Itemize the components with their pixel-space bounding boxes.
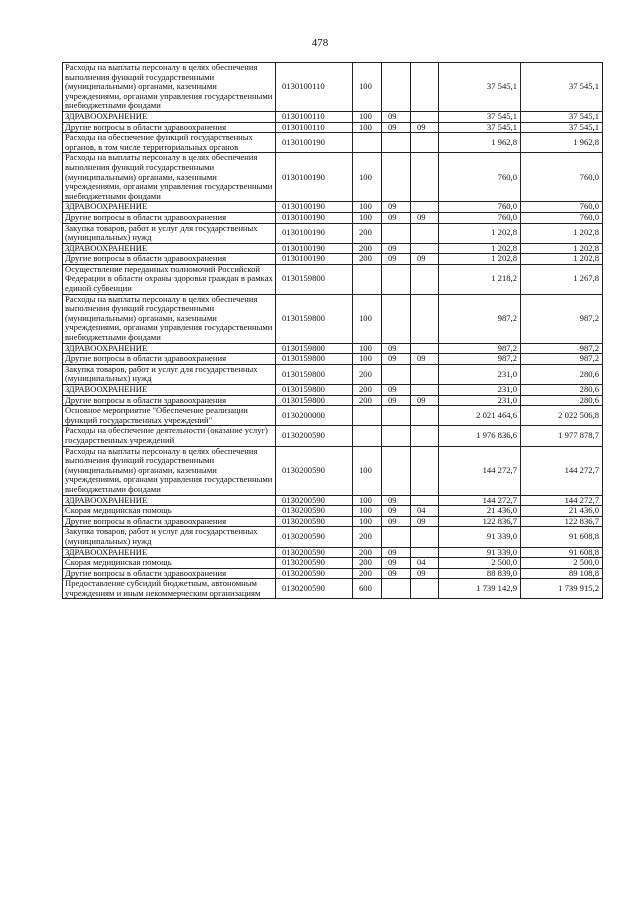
table-row — [63, 63, 603, 112]
row-amount-year2: 1 202,8 — [521, 243, 603, 254]
row-name: Другие вопросы в области здравоохранения — [63, 122, 276, 133]
row-amount-year1: 231,0 — [439, 385, 521, 396]
row-subsection — [411, 446, 439, 495]
row-target-code: 0130200590 — [276, 547, 353, 558]
row-amount-year2: 987,2 — [521, 294, 603, 343]
row-subsection — [411, 426, 439, 446]
table-row — [63, 122, 603, 133]
row-target-code: 0130200000 — [276, 406, 353, 426]
row-section: 09 — [382, 254, 411, 265]
row-amount-year1: 91 339,0 — [439, 547, 521, 558]
row-target-code: 0130100190 — [276, 153, 353, 202]
row-name: ЗДРАВООХРАНЕНИЕ — [63, 495, 276, 506]
row-section: 09 — [382, 111, 411, 122]
row-section: 09 — [382, 243, 411, 254]
row-target-code: 0130159800 — [276, 294, 353, 343]
row-expense-type: 100 — [353, 343, 382, 354]
row-target-code: 0130200590 — [276, 495, 353, 506]
row-subsection — [411, 202, 439, 213]
row-target-code: 0130200590 — [276, 426, 353, 446]
table-row — [63, 223, 603, 243]
table-row — [63, 495, 603, 506]
row-subsection — [411, 111, 439, 122]
row-name: ЗДРАВООХРАНЕНИЕ — [63, 385, 276, 396]
row-expense-type: 100 — [353, 294, 382, 343]
row-amount-year2: 37 545,1 — [521, 111, 603, 122]
row-amount-year2: 280,6 — [521, 385, 603, 396]
row-section: 09 — [382, 547, 411, 558]
row-amount-year1: 37 545,1 — [439, 63, 521, 112]
row-name: Расходы на выплаты персоналу в целях обеспечения выполнения функций государственными (муниципальными) органами, казенными учреждениями, органами управления государственными внебюджетными фондами — [63, 153, 276, 202]
row-amount-year2: 1 977 878,7 — [521, 426, 603, 446]
row-expense-type: 200 — [353, 364, 382, 384]
row-amount-year1: 144 272,7 — [439, 495, 521, 506]
row-section — [382, 364, 411, 384]
row-expense-type: 200 — [353, 223, 382, 243]
row-amount-year1: 760,0 — [439, 202, 521, 213]
row-expense-type: 100 — [353, 202, 382, 213]
row-amount-year1: 144 272,7 — [439, 446, 521, 495]
table-row — [63, 243, 603, 254]
table-row — [63, 579, 603, 599]
row-section — [382, 133, 411, 153]
row-section: 09 — [382, 516, 411, 527]
row-amount-year2: 37 545,1 — [521, 122, 603, 133]
row-target-code: 0130200590 — [276, 568, 353, 579]
table-row — [63, 395, 603, 406]
row-name: ЗДРАВООХРАНЕНИЕ — [63, 243, 276, 254]
row-amount-year1: 2 500,0 — [439, 558, 521, 569]
table-row — [63, 446, 603, 495]
row-amount-year2: 987,2 — [521, 343, 603, 354]
row-name: Расходы на обеспечение деятельности (оказание услуг) государственных учреждений — [63, 426, 276, 446]
row-expense-type: 100 — [353, 446, 382, 495]
row-section — [382, 264, 411, 294]
row-target-code: 0130100190 — [276, 223, 353, 243]
row-amount-year1: 1 739 142,9 — [439, 579, 521, 599]
row-target-code: 0130159800 — [276, 385, 353, 396]
row-section: 09 — [382, 558, 411, 569]
row-name: Расходы на обеспечение функций государственных органов, в том числе территориальных органов — [63, 133, 276, 153]
table-row — [63, 254, 603, 265]
row-name: Осуществление переданных полномочий Российской Федерации в области охраны здоровья граждан в рамках единой субвенции — [63, 264, 276, 294]
row-subsection — [411, 294, 439, 343]
row-name: Скорая медицинская помощь — [63, 506, 276, 517]
row-expense-type: 100 — [353, 122, 382, 133]
row-amount-year1: 37 545,1 — [439, 122, 521, 133]
row-section — [382, 223, 411, 243]
row-amount-year2: 122 836,7 — [521, 516, 603, 527]
row-section: 09 — [382, 506, 411, 517]
row-subsection — [411, 495, 439, 506]
row-amount-year1: 760,0 — [439, 212, 521, 223]
row-name: Предоставление субсидий бюджетным, автономным учреждениям и иным некоммерческим организациям — [63, 579, 276, 599]
row-amount-year2: 280,6 — [521, 395, 603, 406]
row-amount-year1: 987,2 — [439, 354, 521, 365]
table-row — [63, 547, 603, 558]
row-name: ЗДРАВООХРАНЕНИЕ — [63, 111, 276, 122]
row-section: 09 — [382, 354, 411, 365]
row-target-code: 0130159800 — [276, 264, 353, 294]
row-name: Другие вопросы в области здравоохранения — [63, 254, 276, 265]
table-row — [63, 506, 603, 517]
table-row — [63, 354, 603, 365]
row-section — [382, 294, 411, 343]
table-row — [63, 343, 603, 354]
row-expense-type: 200 — [353, 254, 382, 265]
row-amount-year2: 987,2 — [521, 354, 603, 365]
row-expense-type: 100 — [353, 111, 382, 122]
row-name: Основное мероприятие "Обеспечение реализации функций государственных учреждений" — [63, 406, 276, 426]
row-amount-year1: 122 836,7 — [439, 516, 521, 527]
row-name: Другие вопросы в области здравоохранения — [63, 212, 276, 223]
row-amount-year1: 231,0 — [439, 395, 521, 406]
row-amount-year1: 1 218,2 — [439, 264, 521, 294]
row-subsection — [411, 343, 439, 354]
row-name: Расходы на выплаты персоналу в целях обеспечения выполнения функций государственными (муниципальными) органами, казенными учреждениями, органами управления государственными внебюджетными фондами — [63, 63, 276, 112]
table-row — [63, 264, 603, 294]
row-target-code: 0130200590 — [276, 506, 353, 517]
row-target-code: 0130159800 — [276, 354, 353, 365]
row-amount-year2: 760,0 — [521, 202, 603, 213]
table-row — [63, 111, 603, 122]
row-amount-year1: 2 021 464,6 — [439, 406, 521, 426]
row-target-code: 0130100110 — [276, 111, 353, 122]
row-target-code: 0130200590 — [276, 527, 353, 547]
row-subsection: 04 — [411, 506, 439, 517]
row-subsection — [411, 364, 439, 384]
row-subsection — [411, 385, 439, 396]
table-row — [63, 153, 603, 202]
row-section — [382, 527, 411, 547]
row-amount-year1: 1 202,8 — [439, 243, 521, 254]
row-name: Другие вопросы в области здравоохранения — [63, 516, 276, 527]
row-amount-year1: 1 962,8 — [439, 133, 521, 153]
row-amount-year2: 21 436,0 — [521, 506, 603, 517]
row-amount-year1: 88 839,0 — [439, 568, 521, 579]
row-expense-type: 100 — [353, 354, 382, 365]
row-target-code: 0130200590 — [276, 558, 353, 569]
row-amount-year1: 1 202,8 — [439, 254, 521, 265]
row-amount-year1: 760,0 — [439, 153, 521, 202]
row-target-code: 0130100190 — [276, 254, 353, 265]
row-amount-year1: 231,0 — [439, 364, 521, 384]
row-subsection — [411, 243, 439, 254]
row-section: 09 — [382, 122, 411, 133]
row-name: Другие вопросы в области здравоохранения — [63, 568, 276, 579]
row-amount-year1: 37 545,1 — [439, 111, 521, 122]
row-subsection: 09 — [411, 254, 439, 265]
budget-table — [62, 62, 603, 599]
row-amount-year1: 987,2 — [439, 343, 521, 354]
table-row — [63, 426, 603, 446]
table-row — [63, 527, 603, 547]
row-name: Закупка товаров, работ и услуг для государственных (муниципальных) нужд — [63, 364, 276, 384]
row-target-code: 0130100190 — [276, 202, 353, 213]
row-target-code: 0130100110 — [276, 122, 353, 133]
row-subsection — [411, 547, 439, 558]
row-expense-type: 200 — [353, 558, 382, 569]
row-amount-year1: 1 202,8 — [439, 223, 521, 243]
row-section — [382, 63, 411, 112]
row-expense-type: 100 — [353, 63, 382, 112]
row-name: Скорая медицинская помощь — [63, 558, 276, 569]
row-target-code: 0130159800 — [276, 364, 353, 384]
row-expense-type — [353, 264, 382, 294]
row-section: 09 — [382, 385, 411, 396]
row-amount-year2: 1 202,8 — [521, 254, 603, 265]
row-section: 09 — [382, 212, 411, 223]
row-target-code: 0130100190 — [276, 243, 353, 254]
row-name: Другие вопросы в области здравоохранения — [63, 395, 276, 406]
row-subsection: 09 — [411, 568, 439, 579]
row-amount-year2: 144 272,7 — [521, 495, 603, 506]
row-amount-year2: 144 272,7 — [521, 446, 603, 495]
row-amount-year2: 89 108,8 — [521, 568, 603, 579]
row-target-code: 0130200590 — [276, 579, 353, 599]
row-subsection — [411, 153, 439, 202]
row-amount-year2: 280,6 — [521, 364, 603, 384]
row-section: 09 — [382, 568, 411, 579]
row-section: 09 — [382, 495, 411, 506]
row-subsection: 09 — [411, 122, 439, 133]
row-expense-type: 100 — [353, 516, 382, 527]
row-expense-type — [353, 406, 382, 426]
table-body — [63, 63, 603, 599]
row-name: Закупка товаров, работ и услуг для государственных (муниципальных) нужд — [63, 527, 276, 547]
row-name: ЗДРАВООХРАНЕНИЕ — [63, 202, 276, 213]
row-name: Расходы на выплаты персоналу в целях обеспечения выполнения функций государственными (муниципальными) органами, казенными учреждениями, органами управления государственными внебюджетными фондами — [63, 446, 276, 495]
table-row — [63, 133, 603, 153]
row-amount-year2: 2 022 506,8 — [521, 406, 603, 426]
row-subsection — [411, 579, 439, 599]
row-amount-year2: 1 739 915,2 — [521, 579, 603, 599]
row-subsection — [411, 223, 439, 243]
row-expense-type: 200 — [353, 568, 382, 579]
row-subsection — [411, 264, 439, 294]
row-expense-type: 100 — [353, 506, 382, 517]
row-subsection: 09 — [411, 354, 439, 365]
row-amount-year1: 987,2 — [439, 294, 521, 343]
row-name: Другие вопросы в области здравоохранения — [63, 354, 276, 365]
row-expense-type: 200 — [353, 547, 382, 558]
row-expense-type: 100 — [353, 212, 382, 223]
row-subsection — [411, 63, 439, 112]
row-amount-year2: 2 500,0 — [521, 558, 603, 569]
row-section — [382, 579, 411, 599]
row-section — [382, 406, 411, 426]
row-subsection: 09 — [411, 212, 439, 223]
table-row — [63, 516, 603, 527]
row-name: Расходы на выплаты персоналу в целях обеспечения выполнения функций государственными (муниципальными) органами, казенными учреждениями, органами управления государственными внебюджетными фондами — [63, 294, 276, 343]
row-expense-type: 100 — [353, 153, 382, 202]
row-section — [382, 446, 411, 495]
row-subsection — [411, 406, 439, 426]
row-amount-year2: 37 545,1 — [521, 63, 603, 112]
row-expense-type: 200 — [353, 395, 382, 406]
row-subsection: 09 — [411, 395, 439, 406]
row-amount-year2: 1 202,8 — [521, 223, 603, 243]
table-row — [63, 202, 603, 213]
row-expense-type — [353, 133, 382, 153]
row-name: ЗДРАВООХРАНЕНИЕ — [63, 547, 276, 558]
row-target-code: 0130100110 — [276, 63, 353, 112]
table-row — [63, 294, 603, 343]
row-target-code: 0130200590 — [276, 446, 353, 495]
table-row — [63, 406, 603, 426]
row-name: Закупка товаров, работ и услуг для государственных (муниципальных) нужд — [63, 223, 276, 243]
row-name: ЗДРАВООХРАНЕНИЕ — [63, 343, 276, 354]
row-amount-year2: 91 608,8 — [521, 547, 603, 558]
row-expense-type: 100 — [353, 495, 382, 506]
row-section — [382, 426, 411, 446]
page-number: 478 — [311, 37, 329, 49]
row-target-code: 0130100190 — [276, 212, 353, 223]
row-target-code: 0130159800 — [276, 395, 353, 406]
row-subsection: 09 — [411, 516, 439, 527]
row-target-code: 0130100190 — [276, 133, 353, 153]
row-subsection: 04 — [411, 558, 439, 569]
row-section — [382, 153, 411, 202]
table-row — [63, 212, 603, 223]
table-row — [63, 364, 603, 384]
row-expense-type: 200 — [353, 385, 382, 396]
row-expense-type — [353, 426, 382, 446]
row-amount-year1: 1 976 836,6 — [439, 426, 521, 446]
row-section: 09 — [382, 202, 411, 213]
row-amount-year2: 91 608,8 — [521, 527, 603, 547]
row-subsection — [411, 527, 439, 547]
row-amount-year2: 760,0 — [521, 153, 603, 202]
table-row — [63, 385, 603, 396]
row-section: 09 — [382, 395, 411, 406]
row-target-code: 0130200590 — [276, 516, 353, 527]
row-section: 09 — [382, 343, 411, 354]
row-expense-type: 200 — [353, 527, 382, 547]
row-amount-year1: 91 339,0 — [439, 527, 521, 547]
row-amount-year1: 21 436,0 — [439, 506, 521, 517]
row-expense-type: 200 — [353, 243, 382, 254]
table-row — [63, 558, 603, 569]
row-amount-year2: 1 267,8 — [521, 264, 603, 294]
row-expense-type: 600 — [353, 579, 382, 599]
row-amount-year2: 760,0 — [521, 212, 603, 223]
row-amount-year2: 1 962,8 — [521, 133, 603, 153]
row-target-code: 0130159800 — [276, 343, 353, 354]
table-row — [63, 568, 603, 579]
row-subsection — [411, 133, 439, 153]
